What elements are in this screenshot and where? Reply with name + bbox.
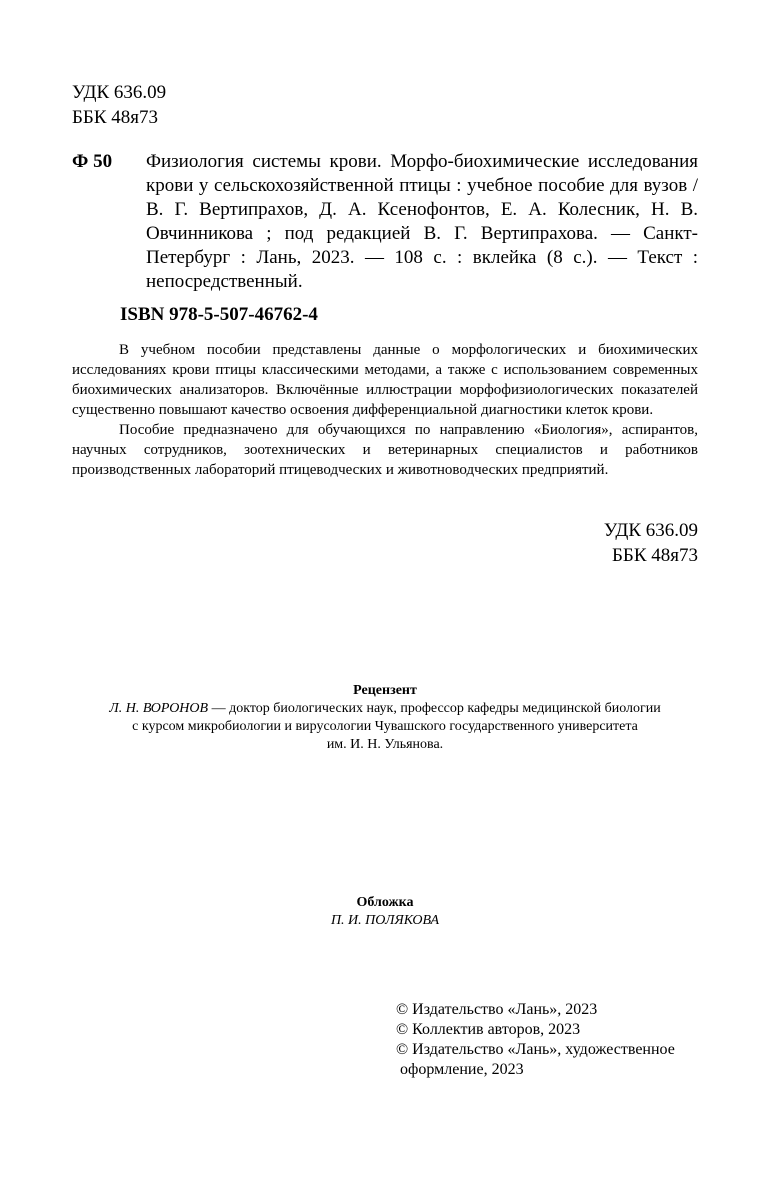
- reviewer-block: [72, 682, 698, 754]
- udk-block-top: [72, 80, 166, 130]
- cover-designer-name: П. И. ПОЛЯКОВА: [330, 913, 440, 928]
- bbk-code: ББК 48я73: [612, 545, 698, 566]
- udk-code: УДК 636.09: [72, 82, 167, 103]
- annotation: [72, 340, 698, 480]
- bibliographic-entry: [72, 150, 698, 294]
- reviewer-line: им. И. Н. Ульянова.: [326, 737, 444, 752]
- copyright-line: оформление, 2023: [396, 1061, 524, 1078]
- reviewer-heading: Рецензент: [353, 683, 417, 698]
- reviewer-credentials: — доктор биологических наук, профессор кафедры медицинской биологии: [208, 701, 661, 716]
- reviewer-line: с курсом микробиологии и вирусологии Чувашского государственного университета: [132, 719, 638, 734]
- copyright-line: © Издательство «Лань», художественное: [396, 1041, 675, 1058]
- annotation-paragraph: Пособие предназначено для обучающихся по направлению «Биология», аспирантов, научных сотрудников, зоотехнических и ветеринарных специалистов и работников производственных лабораторий птицеводческих и животноводческих предприятий.: [72, 422, 698, 478]
- author-mark: Ф 50: [72, 151, 113, 172]
- cover-heading: Обложка: [356, 895, 414, 910]
- reviewer-name: Л. Н. ВОРОНОВ: [109, 701, 209, 716]
- reviewer-line: [72, 700, 698, 718]
- isbn: ISBN 978-5-507-46762-4: [120, 304, 318, 325]
- bibliographic-description: Физиология системы крови. Морфо-биохимические исследования крови у сельскохозяйственной птицы : учебное пособие для вузов / В. Г. Вертипрахов, Д. А. Ксенофонтов, Е. А. Колесник, Н. В. Овчинникова ; под редакцией В. Г. Вертипрахова. — Санкт-Петербург : Лань, 2023. — 108 с. : вклейка (8 с.). — Текст : непосредственный.: [146, 151, 698, 292]
- cover-block: [72, 894, 698, 930]
- copyright-line: © Издательство «Лань», 2023: [396, 1001, 598, 1018]
- reviewer-description: [72, 700, 698, 754]
- copyright-line: © Коллектив авторов, 2023: [396, 1021, 581, 1038]
- copyright-block: [396, 1000, 675, 1080]
- udk-block-right: [604, 518, 698, 568]
- bbk-code: ББК 48я73: [72, 107, 158, 128]
- annotation-paragraph: В учебном пособии представлены данные о морфологических и биохимических исследованиях крови птицы классическими методами, а также с использованием современных биохимических анализаторов. Включённые иллюстрации морфофизиологических показателей существенно повышают качество освоения дифференциальной диагностики клеток крови.: [72, 342, 698, 418]
- udk-code: УДК 636.09: [603, 520, 698, 541]
